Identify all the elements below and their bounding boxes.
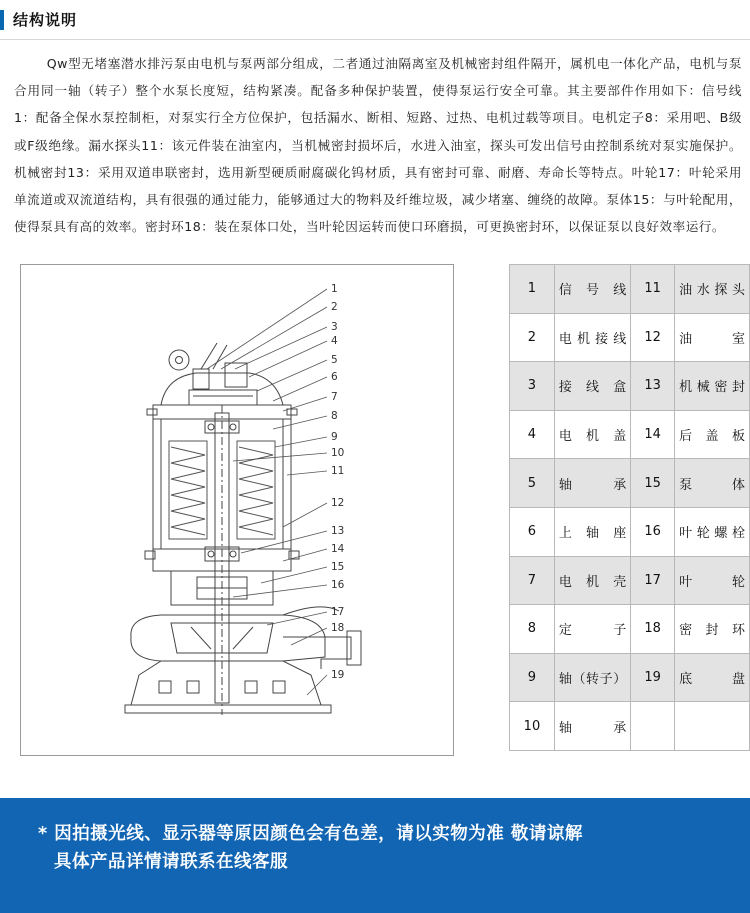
- callout-numbers: [331, 283, 345, 681]
- callout-1: 1: [331, 283, 338, 295]
- part-name: 信号线: [554, 265, 630, 314]
- part-number: 13: [631, 362, 675, 411]
- callout-15: 15: [331, 561, 345, 573]
- part-number: 6: [510, 507, 555, 556]
- table-row: [510, 410, 750, 459]
- table-row: [510, 605, 750, 654]
- part-name: 接线盒: [554, 362, 630, 411]
- parts-table-body: [510, 265, 750, 751]
- part-name: 轴（转子）: [554, 653, 630, 702]
- part-name: 后盖板: [675, 410, 750, 459]
- leader-lines: [207, 289, 327, 695]
- table-row: [510, 556, 750, 605]
- table-row: [510, 362, 750, 411]
- part-name: 叶轮: [675, 556, 750, 605]
- part-number: 8: [510, 605, 555, 654]
- part-name: 油室: [675, 313, 750, 362]
- part-number: 9: [510, 653, 555, 702]
- part-name: 底盘: [675, 653, 750, 702]
- table-row: [510, 459, 750, 508]
- part-number: 4: [510, 410, 555, 459]
- structure-description: Qw型无堵塞潜水排污泵由电机与泵两部分组成，二者通过油隔离室及机械密封组件隔开，属机电一体化产品，电机与泵合用同一轴（转子）整个水泵长度短，结构紧凑。配备多种保护装置，使得泵运行安全可靠。其主要部件作用如下：信号线1：配备全保水泵控制柜，对泵实行全方位保护，包括漏水、断相、短路、过热、电机过载等项目。电机定子8：采用吧、B级或F级绝缘。漏水探头11：该元件装在油室内，当机械密封损坏后，水进入油室，探头可发出信号由控制系统对泵实施保护。机械密封13：采用双道串联密封，选用新型硬质耐腐碳化钨材质，具有密封可靠、耐磨、寿命长等特点。叶轮17：叶轮采用单流道或双流道结构，具有很强的通过能力，能够通过大的物料及纤维垃圾，减少堵塞、缠绕的故障。泵体15：与叶轮配用，使得泵具有高的效率。密封环18：装在泵体口处，当叶轮因运转而使口环磨损，可更换密封环，以保证泵以良好效率运行。: [14, 56, 742, 235]
- part-name: 轴承: [554, 459, 630, 508]
- callout-19: 19: [331, 669, 345, 681]
- title-accent-bar: [0, 10, 4, 30]
- callout-17: 17: [331, 606, 345, 618]
- part-name: 电机盖: [554, 410, 630, 459]
- part-number: 18: [631, 605, 675, 654]
- callout-11: 11: [331, 465, 345, 477]
- title-divider: [0, 39, 750, 40]
- callout-4: 4: [331, 335, 338, 347]
- callout-7: 7: [331, 391, 338, 403]
- part-number: 5: [510, 459, 555, 508]
- part-number: 3: [510, 362, 555, 411]
- part-number: 11: [631, 265, 675, 314]
- callout-10: 10: [331, 447, 345, 459]
- table-row: [510, 653, 750, 702]
- part-number: 7: [510, 556, 555, 605]
- section-header: [0, 0, 750, 40]
- callout-18: 18: [331, 622, 345, 634]
- callout-9: 9: [331, 431, 338, 443]
- part-number: 15: [631, 459, 675, 508]
- callout-3: 3: [331, 321, 338, 333]
- part-name: 油水探头: [675, 265, 750, 314]
- part-name: 机械密封: [675, 362, 750, 411]
- callout-8: 8: [331, 410, 338, 422]
- disclaimer-line-1: * 因拍摄光线、显示器等原因颜色会有色差，请以实物为准 敬请谅解: [38, 824, 583, 844]
- part-name: 电机接线: [554, 313, 630, 362]
- table-row: [510, 507, 750, 556]
- part-number: [631, 702, 675, 751]
- part-name: 轴承: [554, 702, 630, 751]
- table-row: [510, 702, 750, 751]
- part-number: 12: [631, 313, 675, 362]
- callout-2: 2: [331, 301, 338, 313]
- parts-table: [509, 264, 750, 751]
- callout-5: 5: [331, 354, 338, 366]
- part-number: 14: [631, 410, 675, 459]
- part-name: 电机壳: [554, 556, 630, 605]
- part-name: 上轴座: [554, 507, 630, 556]
- callout-layer: [21, 265, 453, 755]
- part-name: 叶轮螺栓: [675, 507, 750, 556]
- part-number: 10: [510, 702, 555, 751]
- part-name: 定子: [554, 605, 630, 654]
- part-number: 1: [510, 265, 555, 314]
- callout-12: 12: [331, 497, 345, 509]
- pump-structure-diagram: [20, 264, 454, 756]
- callout-16: 16: [331, 579, 345, 591]
- table-row: [510, 313, 750, 362]
- part-name: 泵体: [675, 459, 750, 508]
- disclaimer-banner: [0, 798, 750, 913]
- part-number: 17: [631, 556, 675, 605]
- part-name: 密封环: [675, 605, 750, 654]
- disclaimer-line-2: 具体产品详情请联系在线客服: [54, 852, 288, 872]
- part-number: 2: [510, 313, 555, 362]
- callout-14: 14: [331, 543, 345, 555]
- callout-6: 6: [331, 371, 338, 383]
- section-title: 结构说明: [13, 11, 78, 29]
- table-row: [510, 265, 750, 314]
- part-number: 16: [631, 507, 675, 556]
- part-name: [675, 702, 750, 751]
- part-number: 19: [631, 653, 675, 702]
- callout-13: 13: [331, 525, 345, 537]
